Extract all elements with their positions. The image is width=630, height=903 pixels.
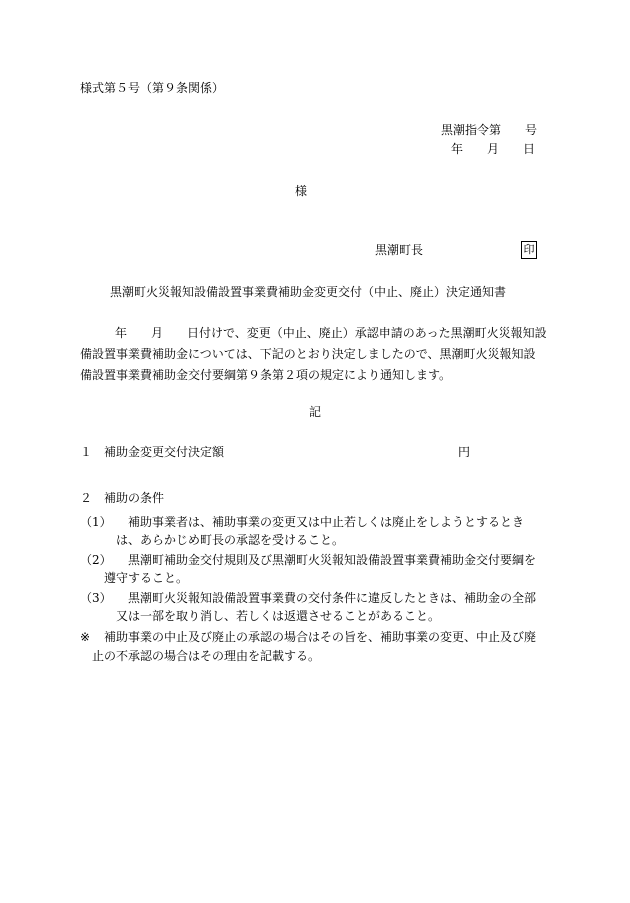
item-1-label: 補助金変更交付決定額 <box>104 445 225 459</box>
condition-1-line-2: は、あらかじめ町長の承認を受けること。 <box>116 533 345 547</box>
note-line-1: 補助事業の中止及び廃止の承認の場合はその旨を、補助事業の変更、中止及び廃 <box>104 630 537 644</box>
condition-3-line-1: 黒潮町火災報知設備設置事業費の交付条件に違反したときは、補助金の全部 <box>128 591 537 605</box>
body-line-2: 備設置事業費補助金については、下記のとおり決定しましたので、黒潮町火災報知設 <box>80 347 536 361</box>
condition-2-number: （2） <box>80 553 112 567</box>
condition-1-number: （1） <box>80 515 112 529</box>
item-1-number: １ <box>80 445 93 459</box>
item-2-label: 補助の条件 <box>104 491 165 505</box>
form-label: 様式第５号（第９条関係） <box>80 81 225 95</box>
seal-mark: 印 <box>521 241 537 259</box>
condition-1-line-1: 補助事業者は、補助事業の変更又は中止若しくは廃止をしようとするとき <box>128 515 525 529</box>
condition-3-number: （3） <box>80 591 112 605</box>
condition-2-line-1: 黒潮町補助金交付規則及び黒潮町火災報知設備設置事業費補助金交付要綱を <box>128 553 537 567</box>
addressee-suffix: 様 <box>295 184 308 198</box>
note-line-2: 止の不承認の場合はその理由を記載する。 <box>92 649 321 663</box>
item-2-number: ２ <box>80 491 93 505</box>
issue-date: 年 月 日 <box>451 142 536 156</box>
condition-2-line-2: 遵守すること。 <box>104 571 189 585</box>
body-line-1: 年 月 日付けで、変更（中止、廃止）承認申請のあった黒潮町火災報知設 <box>115 326 547 340</box>
ki-heading: 記 <box>309 405 322 419</box>
document-number: 黒潮指令第 号 <box>441 123 538 137</box>
sender-name: 黒潮町長 <box>375 243 424 257</box>
note-mark: ※ <box>80 630 91 644</box>
condition-3-line-2: 又は一部を取り消し、若しくは返還させることがあること。 <box>116 609 441 623</box>
body-line-3: 備設置事業費補助金交付要綱第９条第２項の規定により通知します。 <box>80 368 452 382</box>
item-1-unit: 円 <box>458 445 471 459</box>
document-title: 黒潮町火災報知設備設置事業費補助金変更交付（中止、廃止）決定通知書 <box>110 285 507 299</box>
seal-stamp <box>521 241 537 259</box>
